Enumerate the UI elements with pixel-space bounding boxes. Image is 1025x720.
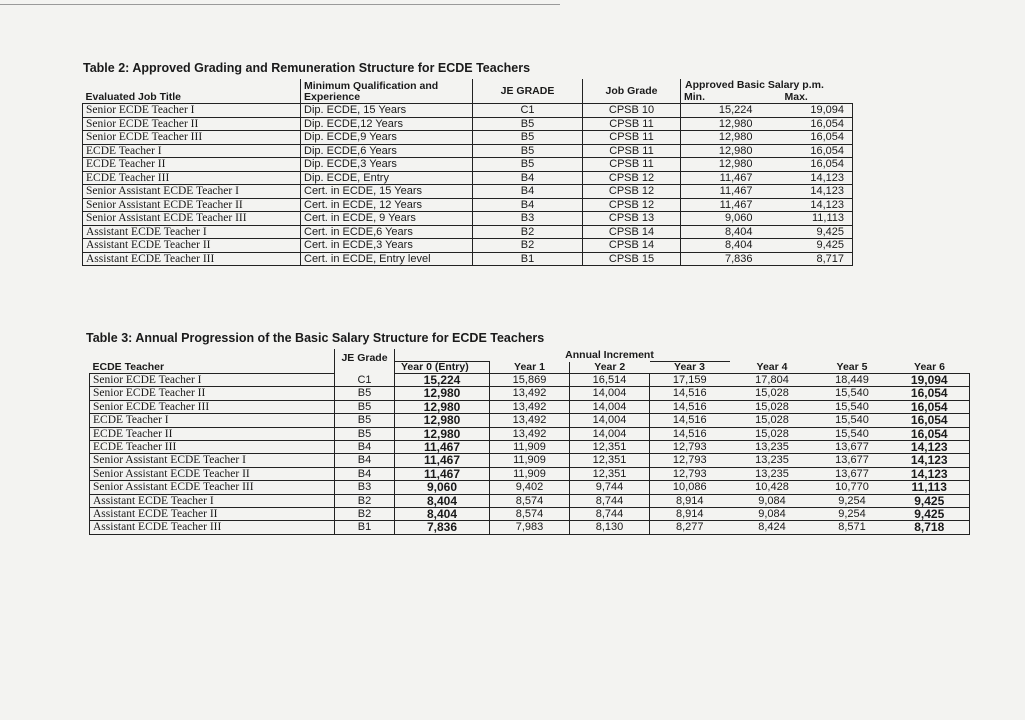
cell-year-6: 19,094 (890, 374, 970, 387)
table-row (90, 494, 970, 507)
cell-year-0: 11,467 (395, 441, 490, 454)
cell-teacher: ECDE Teacher III (90, 441, 335, 454)
cell-job-grade: CPSB 11 (583, 158, 681, 172)
cell-year-2: 12,351 (570, 454, 650, 467)
cell-year-0: 12,980 (395, 414, 490, 427)
col-job-title: Evaluated Job Title (83, 79, 301, 104)
table-row (83, 225, 853, 239)
cell-year-2: 14,004 (570, 400, 650, 413)
cell-teacher: ECDE Teacher II (90, 427, 335, 440)
cell-year-6: 14,123 (890, 454, 970, 467)
cell-year-1: 8,574 (490, 494, 570, 507)
cell-year-1: 15,869 (490, 374, 570, 387)
cell-year-3: 10,086 (650, 481, 730, 494)
cell-je-grade: B5 (473, 158, 583, 172)
table2-caption: Table 2: Approved Grading and Remuneration Structure for ECDE Teachers (83, 61, 531, 75)
cell-max-salary: 16,054 (767, 158, 853, 172)
cell-min-salary: 12,980 (681, 144, 767, 158)
cell-job-title: Senior ECDE Teacher I (83, 104, 301, 118)
table-row (83, 144, 853, 158)
cell-year-3: 14,516 (650, 387, 730, 400)
cell-min-salary: 11,467 (681, 185, 767, 199)
table-row (83, 252, 853, 266)
cell-max-salary: 9,425 (767, 239, 853, 253)
cell-year-0: 11,467 (395, 467, 490, 480)
cell-year-4: 10,428 (730, 481, 815, 494)
cell-je-grade: B5 (335, 387, 395, 400)
col-year-4: Year 4 (730, 362, 815, 374)
cell-year-6: 16,054 (890, 414, 970, 427)
cell-je-grade: C1 (335, 374, 395, 387)
cell-year-6: 16,054 (890, 427, 970, 440)
cell-year-0: 15,224 (395, 374, 490, 387)
cell-job-grade: CPSB 12 (583, 185, 681, 199)
cell-je-grade: B1 (473, 252, 583, 266)
cell-year-4: 15,028 (730, 427, 815, 440)
cell-year-3: 12,793 (650, 454, 730, 467)
cell-year-1: 13,492 (490, 414, 570, 427)
cell-je-grade: B4 (473, 198, 583, 212)
col-je-grade: JE GRADE (473, 79, 583, 104)
cell-year-1: 7,983 (490, 521, 570, 534)
cell-year-5: 10,770 (815, 481, 890, 494)
cell-year-6: 16,054 (890, 387, 970, 400)
cell-je-grade: B4 (473, 185, 583, 199)
cell-job-title: ECDE Teacher I (83, 144, 301, 158)
cell-qualification: Cert. in ECDE,3 Years (301, 239, 473, 253)
cell-year-0: 11,467 (395, 454, 490, 467)
table-row (83, 171, 853, 185)
cell-je-grade: B4 (335, 467, 395, 480)
cell-je-grade: B4 (335, 454, 395, 467)
cell-year-2: 8,744 (570, 494, 650, 507)
cell-year-3: 8,914 (650, 494, 730, 507)
cell-job-title: ECDE Teacher III (83, 171, 301, 185)
cell-job-grade: CPSB 14 (583, 225, 681, 239)
cell-job-title: Senior Assistant ECDE Teacher II (83, 198, 301, 212)
cell-year-5: 15,540 (815, 400, 890, 413)
cell-qualification: Dip. ECDE, 15 Years (301, 104, 473, 118)
cell-min-salary: 9,060 (681, 212, 767, 226)
cell-year-0: 7,836 (395, 521, 490, 534)
header-rule (0, 4, 560, 5)
cell-job-title: Senior Assistant ECDE Teacher I (83, 185, 301, 199)
blank-head-3 (730, 349, 970, 362)
cell-job-title: Senior Assistant ECDE Teacher III (83, 212, 301, 226)
col-je-grade-t3: JE Grade (335, 349, 395, 374)
cell-teacher: Senior ECDE Teacher II (90, 387, 335, 400)
cell-job-grade: CPSB 10 (583, 104, 681, 118)
cell-year-2: 12,351 (570, 467, 650, 480)
cell-year-1: 13,492 (490, 400, 570, 413)
col-min: Min. (681, 91, 767, 104)
cell-teacher: Assistant ECDE Teacher II (90, 508, 335, 521)
cell-min-salary: 8,404 (681, 225, 767, 239)
cell-year-5: 9,254 (815, 508, 890, 521)
col-max: Max. (767, 91, 853, 104)
cell-teacher: Senior Assistant ECDE Teacher III (90, 481, 335, 494)
col-year-2: Year 2 (570, 362, 650, 374)
cell-max-salary: 8,717 (767, 252, 853, 266)
cell-year-0: 12,980 (395, 387, 490, 400)
cell-job-grade: CPSB 12 (583, 198, 681, 212)
col-teacher: ECDE Teacher (90, 362, 335, 374)
cell-year-6: 11,113 (890, 481, 970, 494)
col-salary: Approved Basic Salary p.m. (681, 79, 853, 91)
cell-job-title: Senior ECDE Teacher III (83, 131, 301, 145)
cell-job-title: Assistant ECDE Teacher I (83, 225, 301, 239)
cell-max-salary: 14,123 (767, 185, 853, 199)
cell-year-4: 9,084 (730, 508, 815, 521)
cell-year-5: 13,677 (815, 454, 890, 467)
cell-year-6: 8,718 (890, 521, 970, 534)
table-row (90, 481, 970, 494)
cell-year-6: 14,123 (890, 467, 970, 480)
cell-year-2: 14,004 (570, 387, 650, 400)
cell-year-4: 15,028 (730, 400, 815, 413)
cell-year-0: 9,060 (395, 481, 490, 494)
cell-teacher: Assistant ECDE Teacher I (90, 494, 335, 507)
cell-job-grade: CPSB 12 (583, 171, 681, 185)
cell-job-title: ECDE Teacher II (83, 158, 301, 172)
cell-max-salary: 19,094 (767, 104, 853, 118)
col-job-grade: Job Grade (583, 79, 681, 104)
cell-job-title: Assistant ECDE Teacher III (83, 252, 301, 266)
cell-je-grade: C1 (473, 104, 583, 118)
cell-je-grade: B5 (335, 414, 395, 427)
cell-year-3: 14,516 (650, 427, 730, 440)
cell-year-2: 12,351 (570, 441, 650, 454)
cell-job-title: Assistant ECDE Teacher II (83, 239, 301, 253)
cell-year-2: 9,744 (570, 481, 650, 494)
table-row (90, 374, 970, 387)
cell-year-0: 12,980 (395, 427, 490, 440)
col-year-0: Year 0 (Entry) (395, 362, 490, 374)
cell-year-1: 13,492 (490, 427, 570, 440)
cell-year-4: 13,235 (730, 441, 815, 454)
cell-year-5: 15,540 (815, 427, 890, 440)
blank-head-2 (395, 349, 490, 362)
cell-qualification: Dip. ECDE,12 Years (301, 117, 473, 131)
cell-max-salary: 16,054 (767, 117, 853, 131)
cell-min-salary: 15,224 (681, 104, 767, 118)
cell-year-5: 18,449 (815, 374, 890, 387)
progression-table (89, 349, 970, 535)
table-row (83, 131, 853, 145)
cell-year-2: 14,004 (570, 414, 650, 427)
table-row (83, 212, 853, 226)
table-row (90, 441, 970, 454)
cell-min-salary: 12,980 (681, 117, 767, 131)
cell-job-grade: CPSB 11 (583, 144, 681, 158)
cell-je-grade: B2 (473, 225, 583, 239)
cell-year-4: 9,084 (730, 494, 815, 507)
grading-table-body (83, 104, 853, 266)
table-row (83, 104, 853, 118)
cell-min-salary: 12,980 (681, 158, 767, 172)
cell-job-title: Senior ECDE Teacher II (83, 117, 301, 131)
cell-job-grade: CPSB 13 (583, 212, 681, 226)
cell-je-grade: B4 (335, 441, 395, 454)
col-year-6: Year 6 (890, 362, 970, 374)
table3-caption: Table 3: Annual Progression of the Basic Salary Structure for ECDE Teachers (86, 331, 545, 345)
cell-year-4: 8,424 (730, 521, 815, 534)
cell-teacher: Senior Assistant ECDE Teacher I (90, 454, 335, 467)
cell-teacher: ECDE Teacher I (90, 414, 335, 427)
cell-teacher: Senior Assistant ECDE Teacher II (90, 467, 335, 480)
cell-year-3: 12,793 (650, 467, 730, 480)
cell-year-0: 8,404 (395, 494, 490, 507)
cell-je-grade: B1 (335, 521, 395, 534)
cell-teacher: Senior ECDE Teacher III (90, 400, 335, 413)
cell-year-2: 16,514 (570, 374, 650, 387)
cell-qualification: Cert. in ECDE, 15 Years (301, 185, 473, 199)
cell-year-2: 8,130 (570, 521, 650, 534)
cell-qualification: Cert. in ECDE, 9 Years (301, 212, 473, 226)
table-row (83, 239, 853, 253)
table-row (90, 427, 970, 440)
cell-qualification: Dip. ECDE,6 Years (301, 144, 473, 158)
cell-year-0: 12,980 (395, 400, 490, 413)
table-row (90, 387, 970, 400)
cell-year-5: 8,571 (815, 521, 890, 534)
col-year-5: Year 5 (815, 362, 890, 374)
cell-year-1: 11,909 (490, 467, 570, 480)
cell-min-salary: 11,467 (681, 198, 767, 212)
cell-je-grade: B4 (473, 171, 583, 185)
cell-year-6: 14,123 (890, 441, 970, 454)
cell-teacher: Assistant ECDE Teacher III (90, 521, 335, 534)
cell-year-6: 9,425 (890, 494, 970, 507)
cell-year-1: 11,909 (490, 454, 570, 467)
cell-year-1: 11,909 (490, 441, 570, 454)
cell-qualification: Dip. ECDE,3 Years (301, 158, 473, 172)
cell-year-5: 15,540 (815, 387, 890, 400)
cell-year-0: 8,404 (395, 508, 490, 521)
table-row (90, 414, 970, 427)
cell-je-grade: B2 (335, 494, 395, 507)
cell-year-1: 8,574 (490, 508, 570, 521)
cell-year-5: 13,677 (815, 441, 890, 454)
cell-je-grade: B5 (335, 427, 395, 440)
cell-max-salary: 9,425 (767, 225, 853, 239)
cell-year-4: 13,235 (730, 454, 815, 467)
table-row (90, 508, 970, 521)
cell-teacher: Senior ECDE Teacher I (90, 374, 335, 387)
cell-je-grade: B3 (473, 212, 583, 226)
table-row (83, 158, 853, 172)
cell-job-grade: CPSB 15 (583, 252, 681, 266)
col-year-1: Year 1 (490, 362, 570, 374)
cell-max-salary: 16,054 (767, 131, 853, 145)
cell-je-grade: B3 (335, 481, 395, 494)
col-annual-increment: Annual Increment (565, 349, 654, 361)
cell-min-salary: 12,980 (681, 131, 767, 145)
cell-job-grade: CPSB 14 (583, 239, 681, 253)
cell-je-grade: B5 (473, 131, 583, 145)
cell-job-grade: CPSB 11 (583, 131, 681, 145)
cell-min-salary: 7,836 (681, 252, 767, 266)
cell-job-grade: CPSB 11 (583, 117, 681, 131)
table-row (83, 185, 853, 199)
cell-year-4: 13,235 (730, 467, 815, 480)
cell-year-5: 13,677 (815, 467, 890, 480)
table-row (83, 198, 853, 212)
cell-year-3: 17,159 (650, 374, 730, 387)
progression-table-body (90, 374, 970, 535)
cell-year-6: 16,054 (890, 400, 970, 413)
cell-je-grade: B2 (335, 508, 395, 521)
cell-year-3: 14,516 (650, 400, 730, 413)
cell-qualification: Dip. ECDE,9 Years (301, 131, 473, 145)
cell-max-salary: 14,123 (767, 198, 853, 212)
cell-je-grade: B2 (473, 239, 583, 253)
cell-year-3: 14,516 (650, 414, 730, 427)
cell-qualification: Cert. in ECDE,6 Years (301, 225, 473, 239)
cell-je-grade: B5 (335, 400, 395, 413)
table-row (83, 117, 853, 131)
table-row (90, 454, 970, 467)
cell-year-4: 15,028 (730, 414, 815, 427)
cell-year-1: 9,402 (490, 481, 570, 494)
cell-year-6: 9,425 (890, 508, 970, 521)
table-row (90, 467, 970, 480)
table-row (90, 400, 970, 413)
cell-qualification: Dip. ECDE, Entry (301, 171, 473, 185)
cell-year-3: 8,914 (650, 508, 730, 521)
cell-qualification: Cert. in ECDE, 12 Years (301, 198, 473, 212)
cell-je-grade: B5 (473, 144, 583, 158)
cell-qualification: Cert. in ECDE, Entry level (301, 252, 473, 266)
cell-min-salary: 11,467 (681, 171, 767, 185)
cell-year-4: 17,804 (730, 374, 815, 387)
table-row (90, 521, 970, 534)
cell-year-4: 15,028 (730, 387, 815, 400)
cell-min-salary: 8,404 (681, 239, 767, 253)
blank-head (90, 349, 335, 362)
grading-table (82, 79, 853, 266)
cell-year-1: 13,492 (490, 387, 570, 400)
cell-max-salary: 16,054 (767, 144, 853, 158)
cell-year-5: 15,540 (815, 414, 890, 427)
col-year-3: Year 3 (650, 362, 730, 374)
col-qualification: Minimum Qualification and Experience (301, 79, 473, 104)
cell-max-salary: 14,123 (767, 171, 853, 185)
cell-je-grade: B5 (473, 117, 583, 131)
cell-max-salary: 11,113 (767, 212, 853, 226)
cell-year-3: 12,793 (650, 441, 730, 454)
cell-year-3: 8,277 (650, 521, 730, 534)
cell-year-5: 9,254 (815, 494, 890, 507)
cell-year-2: 8,744 (570, 508, 650, 521)
cell-year-2: 14,004 (570, 427, 650, 440)
